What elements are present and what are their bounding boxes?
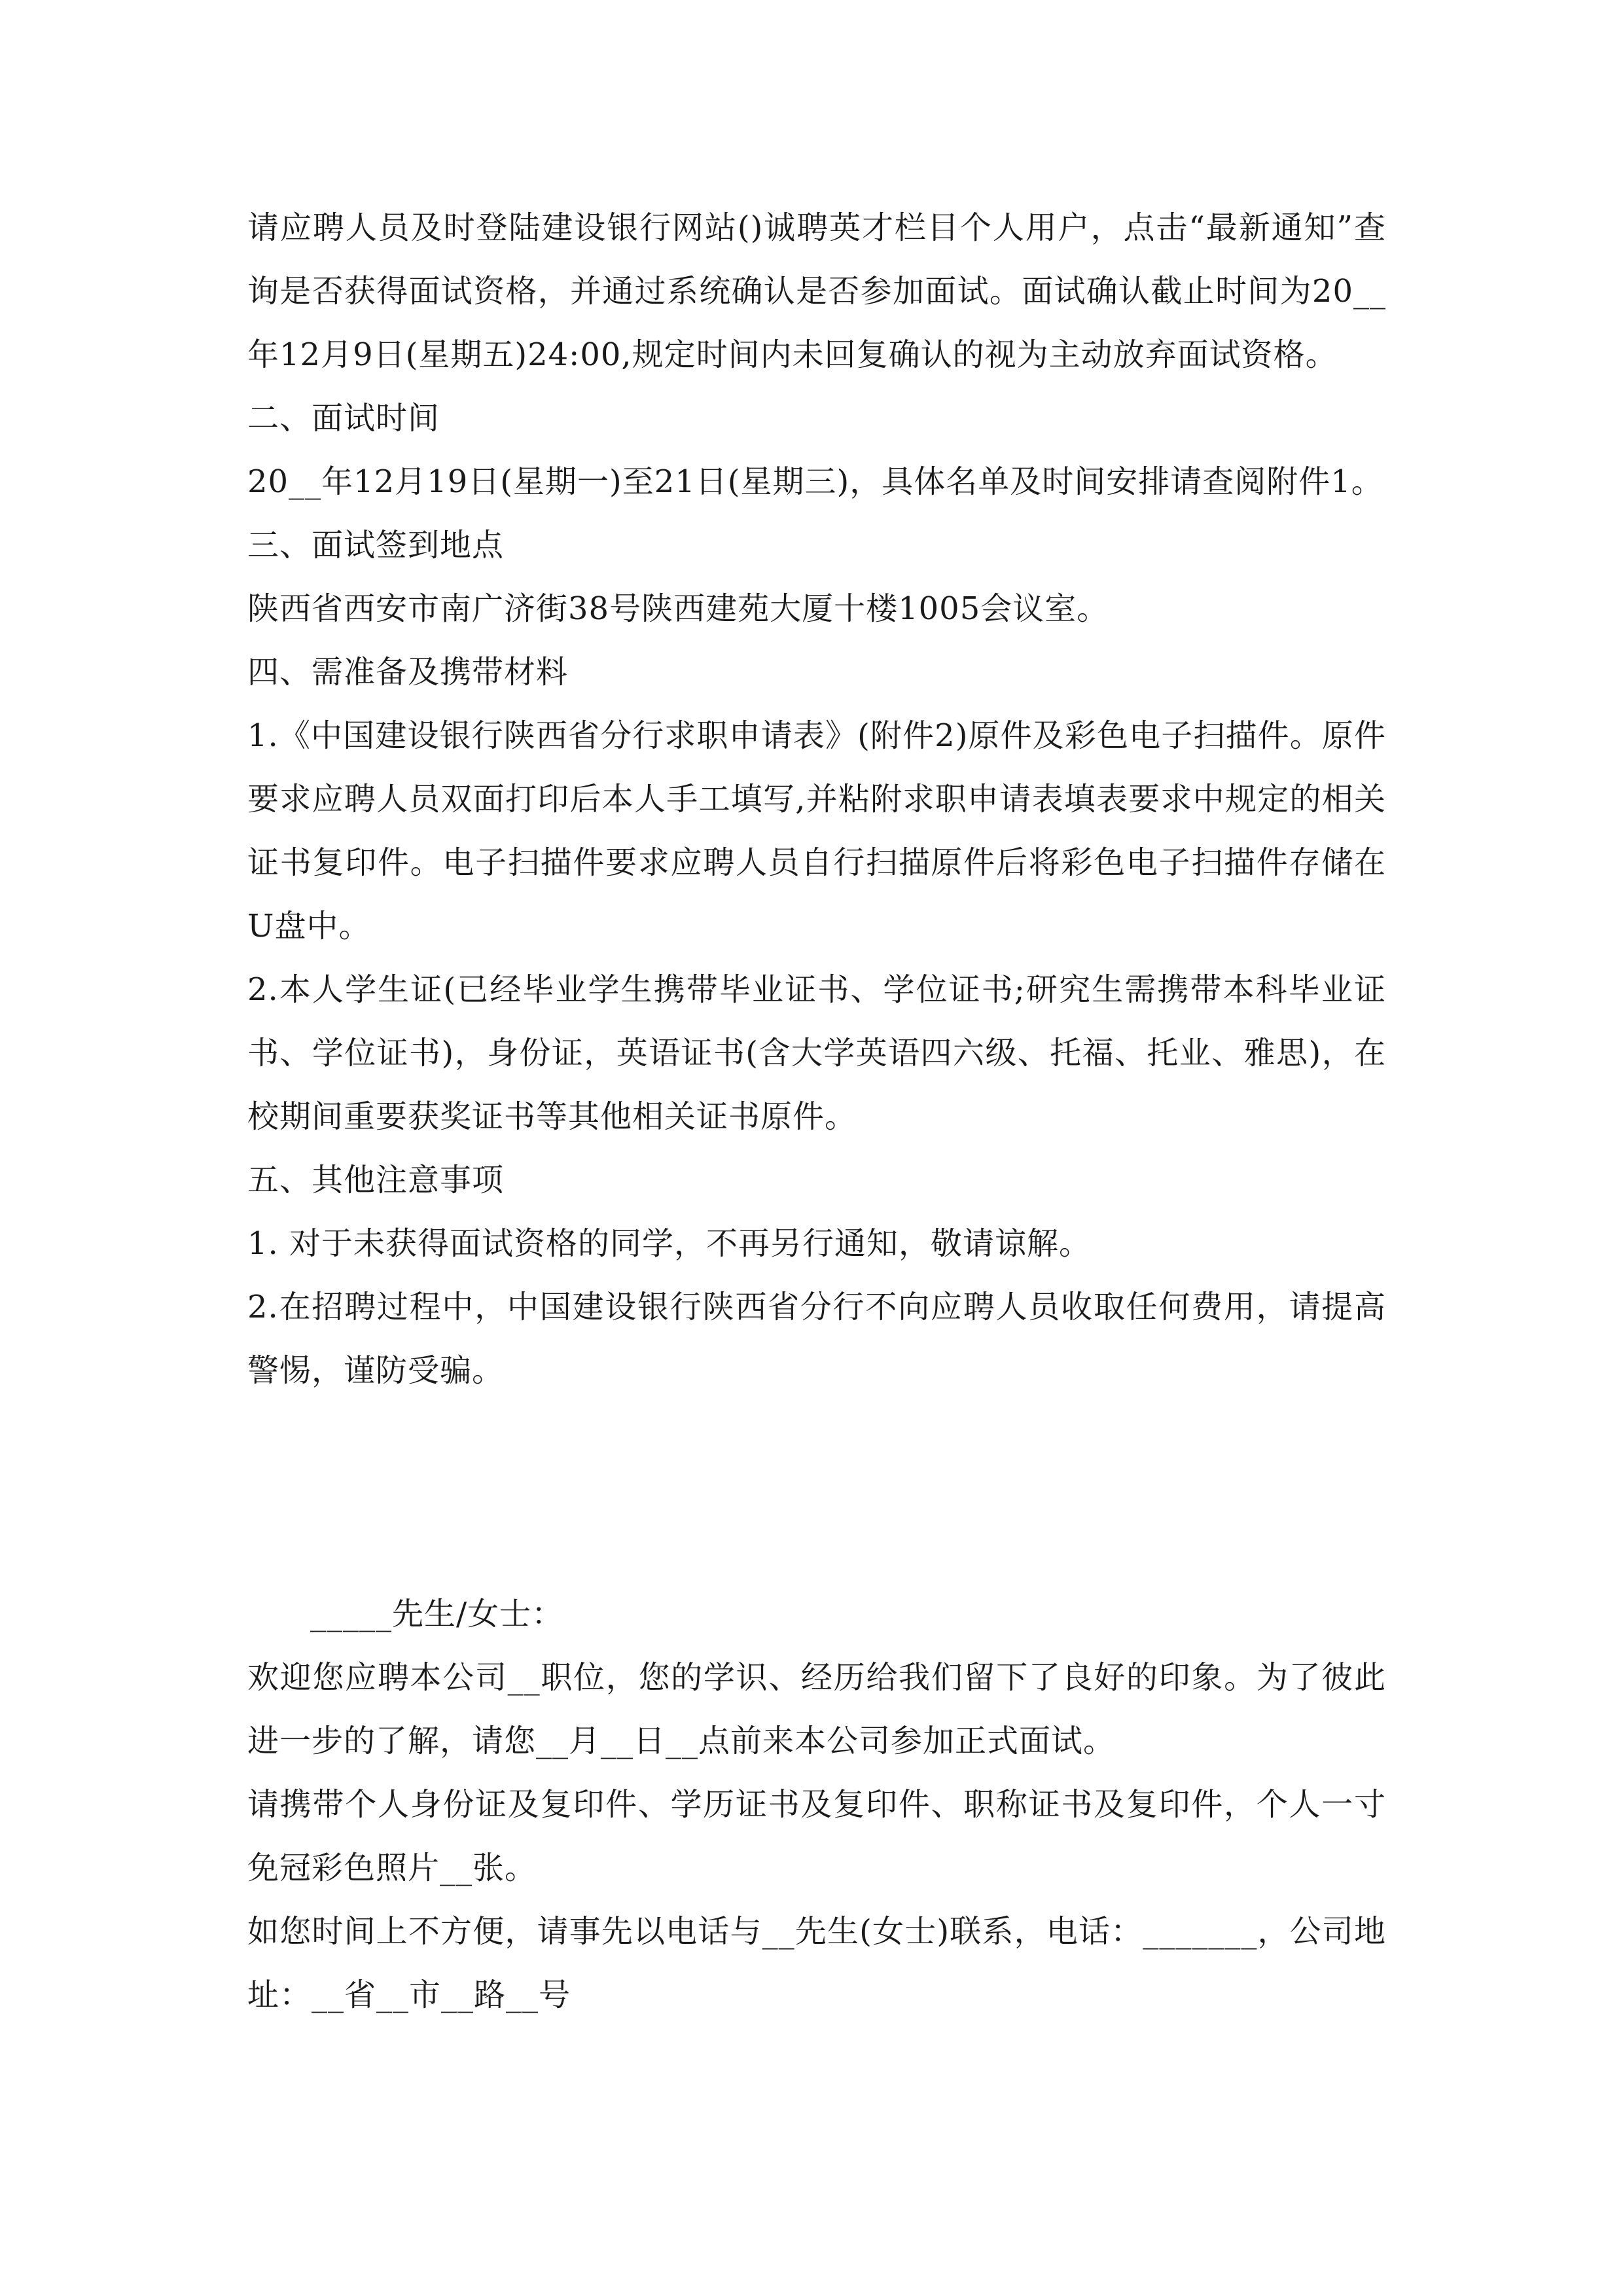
section-5-item-2: 2.在招聘过程中，中国建设银行陕西省分行不向应聘人员收取任何费用，请提高警惕，谨防受骗。 <box>247 1289 1386 1389</box>
section-5-item-1: 1. 对于未获得面试资格的同学，不再另行通知，敬请谅解。 <box>247 1225 1092 1262</box>
section-4-item-2: 2.本人学生证(已经毕业学生携带毕业证书、学位证书;研究生需携带本科毕业证书、学位证书)，身份证，英语证书(含大学英语四六级、托福、托业、雅思)，在校期间重要获奖证书等其他相关证书原件。 <box>247 971 1386 1135</box>
section-3-body: 陕西省西安市南广济街38号陕西建苑大厦十楼1005会议室。 <box>247 590 1109 627</box>
notice-intro: 请应聘人员及时登陆建设银行网站()诚聘英才栏目个人用户，点击“最新通知”查询是否获得面试资格，并通过系统确认是否参加面试。面试确认截止时间为20__年12月9日(星期五)24:00,规定时间内未回复确认的视为主动放弃面试资格。 <box>247 209 1386 373</box>
section-2-title: 二、面试时间 <box>247 400 440 437</box>
section-5-title: 五、其他注意事项 <box>247 1162 505 1198</box>
interview-notice <box>247 196 1386 1403</box>
letter-paragraph-3: 如您时间上不方便，请事先以电话与__先生(女士)联系，电话：_______，公司地址：__省__市__路__号 <box>247 1913 1386 2013</box>
letter-paragraph-2: 请携带个人身份证及复印件、学历证书及复印件、职称证书及复印件，个人一寸免冠彩色照片__张。 <box>247 1786 1386 1886</box>
section-3-title: 三、面试签到地点 <box>247 527 505 564</box>
letter-paragraph-1: 欢迎您应聘本公司__职位，您的学识、经历给我们留下了良好的印象。为了彼此进一步的了解，请您__月__日__点前来本公司参加正式面试。 <box>247 1659 1386 1759</box>
section-4-item-1: 1.《中国建设银行陕西省分行求职申请表》(附件2)原件及彩色电子扫描件。原件要求应聘人员双面打印后本人手工填写,并粘附求职申请表填表要求中规定的相关证书复印件。电子扫描件要求应聘人员自行扫描原件后将彩色电子扫描件存储在U盘中。 <box>247 717 1386 944</box>
section-2-body: 20__年12月19日(星期一)至21日(星期三)，具体名单及时间安排请查阅附件1。 <box>247 463 1383 500</box>
interview-invitation-letter <box>247 1583 1386 2027</box>
letter-salutation: _____先生/女士： <box>310 1596 564 1632</box>
section-4-title: 四、需准备及携带材料 <box>247 654 569 691</box>
